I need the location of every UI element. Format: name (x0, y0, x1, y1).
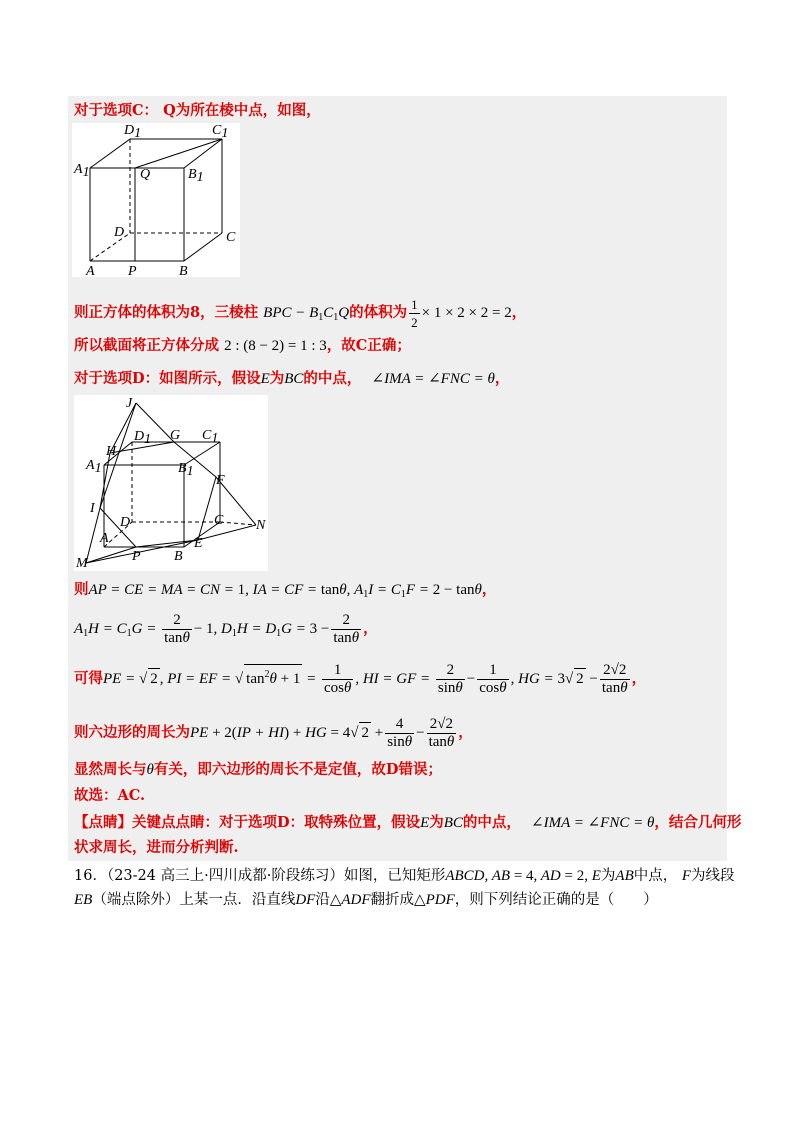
segment-equations-2: $A_1H = C_1G$ = $\frac{2}{\tan\theta}$ − 1, $D_1H = D_1G = 3$ − $\frac{2}{\tan\theta}$ (74, 612, 360, 646)
volume-statement: 则正方体的体积为8，三棱柱 BPC − $B_1C_1Q$的体积为 $\frac{1}{2}$ × 1 × 2 × 2 = 2， (74, 297, 527, 330)
label-c1: C1 (202, 428, 219, 446)
question-number: 16． (74, 868, 107, 884)
cube-figure-1 (72, 123, 240, 277)
label-a1: A1 (86, 458, 102, 476)
conclusion-d: 显然周长与θ有关，即六边形的周长不是定值，故D错误； (74, 761, 442, 778)
ratio-formula: 2 : (8 − 2) = 1 : 3 (224, 338, 327, 354)
question-16-line-2: EB（端点除外）上某一点．沿直线DF沿△ADF翻折成△PDF，则下列结论正确的是（ ） (74, 892, 658, 908)
perimeter-statement: 则六边形的周长为PE + 2(IP + HI) + HG = 4√ 2 + $\frac{4}{\sin\theta}$ − $\frac{2√2}{\tan\theta}$ ， (74, 716, 473, 750)
label-g: G (170, 428, 181, 443)
label-b: B (179, 264, 188, 277)
label-j: J (126, 396, 133, 411)
label-c: C (214, 513, 224, 528)
ratio-statement: 所以截面将正方体分成 2 : (8 − 2) = 1 : 3，故C正确； (74, 337, 411, 354)
label-a1: A1 (74, 162, 90, 180)
answer-line: 故选：AC. (74, 787, 146, 804)
label-b1: B1 (178, 461, 194, 479)
segment-lengths-2: $A_1H = C_1G$ = $\frac{2}{\tan\theta}$ − 1, $D_1H = D_1G = 3$ − $\frac{2}{\tan\theta}$ ， (74, 612, 378, 646)
label-i: I (90, 501, 95, 516)
option-c-intro: 对于选项C： Q为所在棱中点，如图， (74, 102, 321, 119)
label-e: E (194, 536, 203, 551)
question-16-line-1: 16．（23-24 高三上·四川成都·阶段练习）如图，已知矩形ABCD, AB = 4, AD = 2, E为AB中点， F为线段 (74, 868, 735, 884)
derived-lengths: 可得PE = √ 2 , PI = EF = √ $\tan^2\theta + 1$ = $\frac{1}{\cos\theta}$ , HI = GF = $\frac{2}{\sin\theta}$ − $\frac{1}{\cos\theta}$ , HG = 3√ 2 − $\frac{2√2}{\tan\theta}$ ， (74, 662, 647, 696)
label-n: N (256, 518, 266, 533)
label-c1: C1 (212, 123, 229, 141)
label-d: D (114, 225, 125, 240)
derived-equations: PE = √ 2 , PI = EF = √ $\tan^2\theta + 1$ = $\frac{1}{\cos\theta}$ , HI = GF = $\frac{2}{\sin\theta}$ − $\frac{1}{\cos\theta}$ , HG = 3√ 2 − $\frac{2√2}{\tan\theta}$ (103, 662, 628, 696)
label-c: C (226, 230, 236, 245)
label-a: A (86, 264, 95, 277)
label-d1: D1 (124, 123, 142, 141)
label-b: B (174, 549, 183, 564)
label-q: Q (140, 167, 151, 182)
prism-name: BPC − $B_1C_1Q$ (263, 304, 350, 323)
perimeter-formula: PE + 2(IP + HI) + HG = 4√ 2 + $\frac{4}{\sin\theta}$ − $\frac{2√2}{\tan\theta}$ (190, 716, 455, 750)
label-d: D (120, 515, 131, 530)
segment-equations-1: AP = CE = MA = CN = 1, IA = CF = tanθ, $A_1I = C_1F = 2 - \tan\theta$ (88, 582, 482, 600)
cube-figure-2 (74, 395, 268, 571)
option-d-intro: 对于选项D：如图所示，假设E为BC的中点， ∠IMA = ∠FNC = θ， (74, 370, 510, 387)
prism-volume-formula: $\frac{1}{2}$ × 1 × 2 × 2 = 2 (411, 297, 512, 330)
label-p: P (132, 549, 141, 564)
angle-equation: ∠IMA = ∠FNC = θ (371, 371, 495, 387)
label-m: M (76, 556, 88, 571)
label-d1: D1 (134, 429, 152, 447)
key-point-line-1: 【点睛】关键点点睛：对于选项D：取特殊位置，假设E为BC的中点， ∠IMA = ∠FNC = θ，结合几何形 (74, 814, 742, 831)
label-a: A (100, 531, 109, 546)
segment-lengths-1: 则AP = CE = MA = CN = 1, IA = CF = tanθ, $A_1I = C_1F = 2 - \tan\theta$， (74, 581, 497, 600)
label-h: H (106, 444, 117, 459)
rectangle-condition: ABCD, AB = 4, AD = 2, E (445, 868, 601, 884)
label-p: P (128, 264, 137, 277)
key-point-line-2: 状求周长，进而分析判断. (74, 839, 239, 856)
label-b1: B1 (188, 167, 204, 185)
label-f: F (216, 473, 225, 488)
